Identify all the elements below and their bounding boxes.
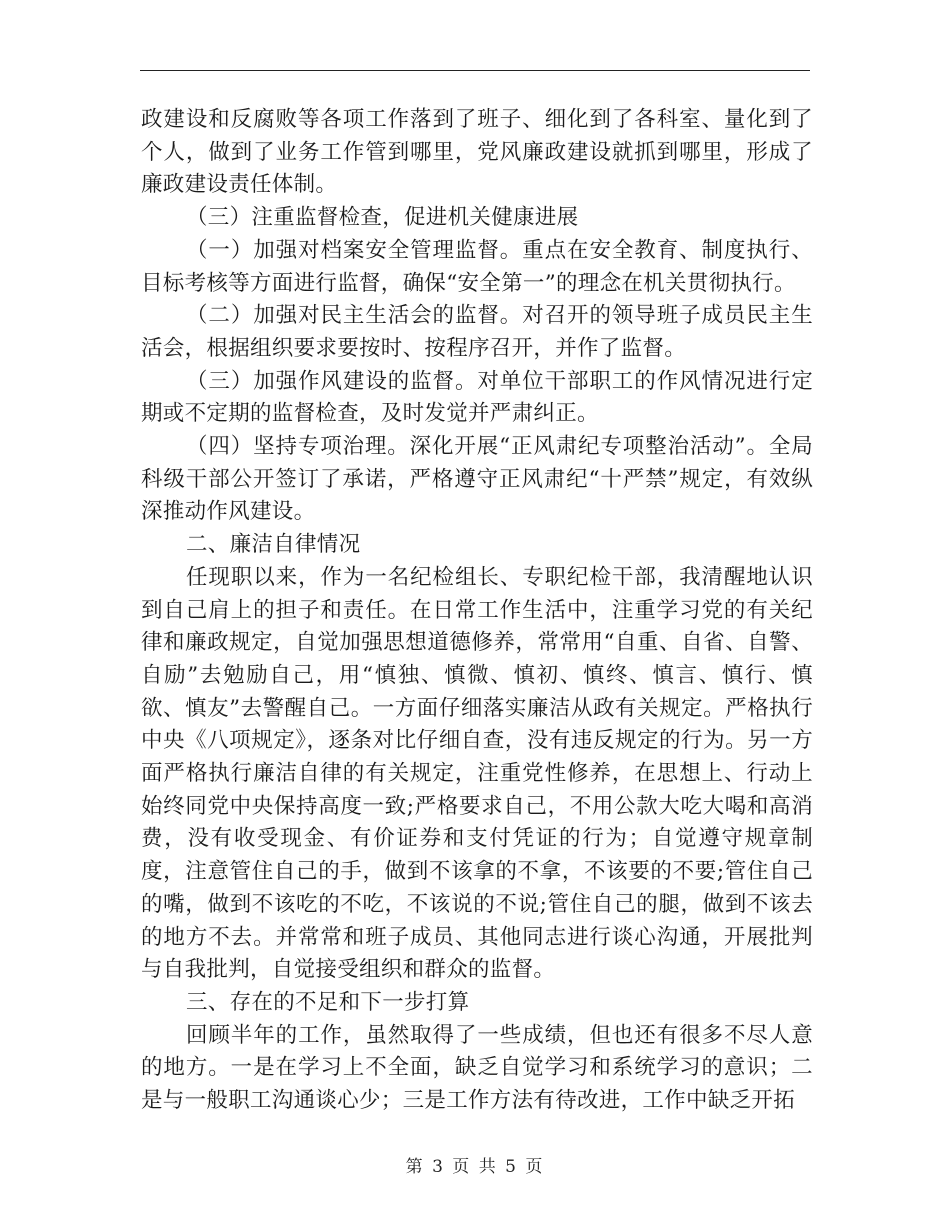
paragraph-review: 回顾半年的工作，虽然取得了一些成绩，但也还有很多不尽人意的地方。一是在学习上不全面，缺乏自觉学习和系统学习的意识；二是与一般职工沟通谈心少；三是工作方法有待改进，工作中缺乏开拓	[141, 1022, 813, 1114]
paragraph-self-discipline: 任现职以来，作为一名纪检组长、专职纪检干部，我清醒地认识到自己肩上的担子和责任。在日常工作生活中，注重学习党的有关纪律和廉政规定，自觉加强思想道德修养，常常用“自重、自省、自警、自励”去勉励自己，用“慎独、慎微、慎初、慎终、慎言、慎行、慎欲、慎友”去警醒自己。一方面仔细落实廉洁从政有关规定。严格执行中央《八项规定》，逐条对比仔细自查，没有违反规定的行为。另一方面严格执行廉洁自律的有关规定，注重党性修养，在思想上、行动上始终同党中央保持高度一致;严格要求自己，不用公款大吃大喝和高消费，没有收受现金、有价证券和支付凭证的行为；自觉遵守规章制度，注意管住自己的手，做到不该拿的不拿，不该要的不要;管住自己的嘴，做到不该吃的不吃，不该说的不说;管住自己的腿，做到不该去的地方不去。并常常和班子成员、其他同志进行谈心沟通，开展批判与自我批判，自觉接受组织和群众的监督。	[141, 564, 813, 983]
paragraph-continued: 政建设和反腐败等各项工作落到了班子、细化到了各科室、量化到了个人，做到了业务工作管到哪里，党风廉政建设就抓到哪里，形成了廉政建设责任体制。	[141, 107, 813, 198]
page-number: 第 3 页 共 5 页	[405, 1157, 545, 1177]
document-body	[141, 104, 813, 1118]
section-heading-self-discipline: 二、廉洁自律情况	[186, 532, 361, 558]
section-heading-supervision: （三）注重监督检查，促进机关健康进展	[186, 205, 579, 231]
section-heading-shortcomings: 三、存在的不足和下一步打算	[186, 989, 470, 1015]
paragraph-archive-security: （一）加强对档案安全管理监督。重点在安全教育、制度执行、目标考核等方面进行监督，确保“安全第一”的理念在机关贯彻执行。	[141, 237, 813, 296]
header-rule	[140, 70, 810, 71]
paragraph-special-governance: （四）坚持专项治理。深化开展“正风肃纪专项整治活动”。全局科级干部公开签订了承诺，严格遵守正风肃纪“十严禁”规定，有效纵深推动作风建设。	[141, 434, 813, 525]
paragraph-democratic-life: （二）加强对民主生活会的监督。对召开的领导班子成员民主生活会，根据组织要求要按时、按程序召开，并作了监督。	[141, 303, 813, 361]
paragraph-work-style: （三）加强作风建设的监督。对单位干部职工的作风情况进行定期或不定期的监督检查，及时发觉并严肃纠正。	[141, 368, 813, 427]
